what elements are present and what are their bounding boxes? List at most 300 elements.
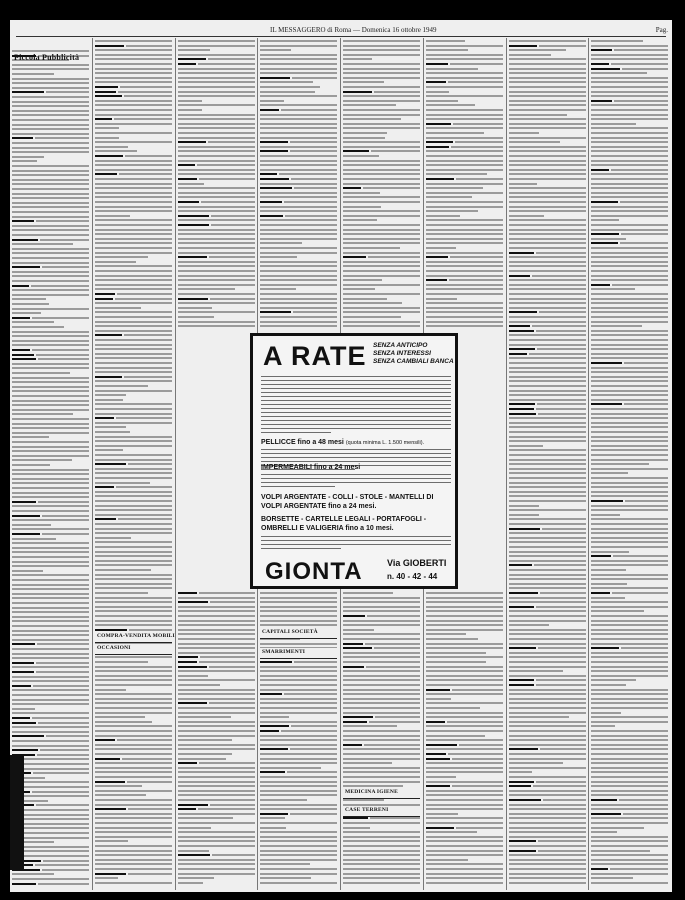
text-line — [260, 169, 337, 171]
text-line — [12, 482, 89, 484]
text-line — [178, 288, 235, 290]
text-line — [95, 196, 172, 198]
text-line — [95, 449, 123, 451]
text-line — [426, 666, 503, 668]
text-line — [260, 109, 279, 111]
text-line — [95, 505, 172, 507]
text-line — [343, 730, 420, 732]
text-line — [509, 702, 586, 704]
text-line — [591, 247, 668, 249]
text-line — [178, 302, 255, 304]
text-line — [95, 804, 172, 806]
text-line — [426, 316, 503, 318]
text-line — [12, 473, 89, 475]
text-line — [591, 252, 668, 254]
text-line — [12, 643, 35, 645]
text-line — [118, 518, 172, 520]
text-line — [426, 620, 503, 622]
text-line — [12, 234, 89, 236]
text-line — [95, 546, 172, 548]
text-line — [591, 40, 643, 42]
text-line — [95, 334, 122, 336]
text-line — [260, 40, 337, 42]
section-title: SMARRIMENTI — [262, 649, 306, 655]
text-line — [95, 790, 172, 792]
text-line — [509, 523, 586, 525]
text-line — [509, 440, 586, 442]
text-line — [509, 564, 532, 566]
text-line — [178, 684, 220, 686]
text-line — [343, 702, 420, 704]
text-line — [426, 288, 503, 290]
text-line — [95, 831, 172, 833]
text-line — [95, 560, 172, 562]
text-line — [260, 275, 337, 277]
text-line — [591, 353, 668, 355]
text-line — [95, 330, 172, 332]
text-line — [591, 459, 668, 461]
text-line — [210, 601, 255, 603]
text-line — [426, 859, 468, 861]
text-line — [178, 601, 208, 603]
text-line — [95, 744, 172, 746]
text-line — [12, 496, 89, 498]
text-line — [260, 863, 310, 865]
text-line — [426, 771, 503, 773]
text-line — [343, 748, 420, 750]
section-rule — [260, 658, 337, 659]
text-line — [426, 716, 503, 718]
text-line — [95, 684, 172, 686]
column-separator — [175, 38, 176, 890]
text-line — [368, 256, 420, 258]
text-line — [12, 441, 89, 443]
ad-offer-note: (quota minima L. 1.500 mensili). — [345, 440, 425, 446]
text-line — [451, 146, 503, 148]
text-line — [509, 491, 586, 493]
text-line — [12, 252, 89, 254]
text-line — [260, 114, 337, 116]
text-line — [620, 201, 668, 203]
column-separator — [92, 38, 93, 890]
text-line — [12, 285, 29, 287]
text-line — [426, 155, 503, 157]
text-line — [95, 311, 172, 313]
text-line — [178, 224, 209, 226]
text-line — [178, 679, 255, 681]
text-line — [426, 196, 472, 198]
text-line — [343, 72, 420, 74]
text-line — [12, 722, 36, 724]
text-line — [426, 753, 446, 755]
text-line — [591, 707, 668, 709]
text-line — [178, 86, 255, 88]
text-line — [178, 794, 255, 796]
text-line — [178, 721, 255, 723]
text-line — [95, 426, 126, 428]
text-line — [178, 845, 255, 847]
text-line — [509, 270, 586, 272]
text-line — [509, 592, 538, 594]
text-line — [260, 735, 337, 737]
text-line — [610, 868, 668, 870]
text-line — [178, 201, 199, 203]
text-line — [178, 40, 255, 42]
text-line — [591, 187, 668, 189]
text-line — [46, 91, 89, 93]
text-line — [509, 836, 586, 838]
text-line — [509, 482, 586, 484]
text-line — [343, 118, 401, 120]
text-line — [509, 316, 586, 318]
text-line — [591, 376, 668, 378]
text-line — [591, 666, 668, 668]
text-line — [12, 469, 89, 471]
text-line — [509, 569, 586, 571]
text-line — [509, 390, 586, 392]
text-line — [95, 587, 172, 589]
ad-text-line — [261, 474, 451, 475]
text-line — [178, 229, 255, 231]
text-line — [426, 321, 503, 323]
text-line — [343, 693, 420, 695]
text-line — [343, 767, 420, 769]
text-line — [95, 206, 172, 208]
text-line — [12, 602, 89, 604]
text-line — [95, 353, 172, 355]
text-line — [426, 45, 503, 47]
text-line — [12, 271, 89, 273]
text-line — [591, 114, 668, 116]
text-line — [591, 477, 668, 479]
text-line — [178, 81, 255, 83]
text-line — [12, 418, 89, 420]
text-line — [509, 371, 586, 373]
text-line — [509, 771, 532, 773]
text-line — [426, 187, 483, 189]
text-line — [426, 293, 503, 295]
text-line — [343, 307, 420, 309]
text-line — [260, 325, 337, 327]
text-line — [12, 446, 89, 448]
text-line — [343, 233, 420, 235]
text-line — [95, 40, 172, 42]
text-line — [95, 58, 172, 60]
text-line — [12, 432, 89, 434]
text-line — [12, 363, 89, 365]
text-line — [95, 578, 172, 580]
text-line — [509, 362, 586, 364]
text-line — [509, 583, 586, 585]
text-line — [260, 712, 337, 714]
text-line — [95, 514, 172, 516]
text-line — [591, 334, 668, 336]
classified-column — [589, 38, 670, 890]
text-line — [591, 270, 668, 272]
text-line — [260, 210, 337, 212]
text-line — [509, 762, 563, 764]
text-line — [12, 147, 89, 149]
text-line — [509, 45, 537, 47]
text-line — [591, 132, 668, 134]
text-line — [260, 183, 337, 185]
text-line — [12, 73, 54, 75]
text-line — [591, 330, 668, 332]
text-line — [95, 146, 128, 148]
text-line — [178, 776, 255, 778]
text-line — [260, 100, 284, 102]
section-title: CAPITALI SOCIETÀ — [262, 629, 318, 635]
text-line — [12, 326, 64, 328]
text-line — [178, 840, 255, 842]
ad-offer — [261, 464, 453, 473]
text-line — [120, 86, 172, 88]
text-line — [426, 238, 503, 240]
text-line — [621, 647, 668, 649]
text-line — [281, 730, 337, 732]
ad-text-line — [261, 544, 451, 545]
text-line — [509, 334, 586, 336]
text-line — [370, 817, 420, 819]
text-line — [260, 160, 337, 162]
text-line — [95, 307, 141, 309]
text-line — [426, 624, 503, 626]
text-line — [95, 707, 172, 709]
text-line — [209, 702, 255, 704]
text-line — [12, 68, 89, 70]
text-line — [95, 845, 172, 847]
text-line — [199, 661, 255, 663]
text-line — [260, 206, 337, 208]
text-line — [509, 252, 534, 254]
text-line — [95, 127, 119, 129]
text-line — [426, 325, 503, 327]
ad-text-line — [261, 388, 451, 389]
text-line — [260, 104, 337, 106]
text-line — [426, 633, 466, 635]
text-line — [260, 146, 337, 148]
section-title: CASE TERRENI — [345, 807, 389, 813]
text-line — [178, 592, 197, 594]
text-line — [591, 155, 668, 157]
text-line — [12, 570, 43, 572]
text-line — [453, 123, 503, 125]
text-line — [426, 141, 453, 143]
text-line — [178, 785, 255, 787]
text-line — [290, 141, 337, 143]
text-line — [591, 610, 644, 612]
text-line — [12, 413, 73, 415]
text-line — [260, 215, 283, 217]
text-line — [343, 744, 362, 746]
ad-tagline — [373, 342, 454, 366]
text-line — [37, 643, 89, 645]
text-line — [509, 58, 586, 60]
text-line — [591, 311, 668, 313]
text-line — [343, 698, 420, 700]
text-line — [197, 164, 255, 166]
text-line — [591, 762, 668, 764]
text-line — [614, 49, 668, 51]
text-line — [509, 81, 586, 83]
text-line — [509, 164, 586, 166]
text-line — [591, 380, 668, 382]
text-line — [95, 523, 172, 525]
text-line — [95, 86, 118, 88]
text-line — [40, 749, 89, 751]
text-line — [260, 219, 337, 221]
text-line — [509, 261, 586, 263]
text-line — [260, 854, 337, 856]
text-line — [95, 702, 172, 704]
text-line — [343, 40, 420, 42]
text-line — [509, 169, 586, 171]
text-line — [426, 794, 503, 796]
text-line — [509, 265, 586, 267]
text-line — [343, 201, 420, 203]
text-line — [343, 689, 420, 691]
text-line — [426, 192, 503, 194]
text-line — [95, 63, 172, 65]
text-line — [178, 656, 198, 658]
text-line — [452, 785, 503, 787]
text-line — [450, 256, 503, 258]
text-line — [12, 216, 89, 218]
text-line — [178, 698, 255, 700]
text-line — [426, 114, 503, 116]
text-line — [426, 850, 503, 852]
text-line — [12, 735, 44, 737]
text-line — [127, 781, 172, 783]
text-line — [178, 813, 255, 815]
text-line — [12, 206, 89, 208]
text-line — [12, 689, 89, 691]
text-line — [260, 132, 337, 134]
text-line — [591, 137, 668, 139]
text-line — [12, 294, 89, 296]
text-line — [36, 671, 89, 673]
text-line — [178, 91, 255, 93]
text-line — [36, 354, 89, 356]
text-line — [542, 528, 586, 530]
text-line — [12, 303, 49, 305]
text-line — [178, 247, 255, 249]
text-line — [12, 519, 89, 521]
text-line — [509, 721, 586, 723]
text-line — [260, 95, 337, 97]
text-line — [95, 629, 127, 631]
text-line — [95, 817, 172, 819]
text-line — [343, 707, 420, 709]
text-line — [343, 868, 420, 870]
text-line — [95, 620, 172, 622]
text-line — [95, 403, 172, 405]
text-line — [95, 192, 172, 194]
text-line — [178, 643, 255, 645]
text-line — [260, 661, 292, 663]
text-line — [260, 785, 337, 787]
text-line — [12, 331, 89, 333]
text-line — [343, 58, 372, 60]
text-line — [95, 233, 172, 235]
text-line — [178, 854, 210, 856]
text-line — [426, 270, 503, 272]
text-line — [38, 722, 89, 724]
ad-text-line — [261, 380, 451, 381]
text-line — [343, 712, 420, 714]
text-line — [343, 817, 368, 819]
text-line — [178, 261, 255, 263]
text-line — [509, 187, 586, 189]
text-line — [178, 620, 255, 622]
text-line — [509, 288, 586, 290]
text-line — [509, 877, 586, 879]
text-line — [591, 86, 668, 88]
text-line — [12, 400, 89, 402]
text-line — [285, 215, 337, 217]
text-line — [343, 293, 420, 295]
text-line — [95, 288, 172, 290]
text-line — [509, 666, 586, 668]
text-line — [12, 680, 89, 682]
text-line — [32, 317, 89, 319]
text-line — [509, 868, 586, 870]
text-line — [591, 215, 668, 217]
text-line — [260, 597, 337, 599]
text-line — [343, 169, 420, 171]
text-line — [38, 883, 89, 885]
text-line — [201, 201, 255, 203]
text-line — [426, 684, 503, 686]
section-rule — [95, 654, 172, 655]
text-line — [591, 790, 668, 792]
text-line — [426, 767, 503, 769]
text-line — [509, 725, 586, 727]
text-line — [95, 45, 124, 47]
text-line — [178, 597, 255, 599]
text-line — [509, 86, 586, 88]
text-line — [591, 574, 668, 576]
text-line — [260, 49, 291, 51]
text-line — [509, 647, 536, 649]
text-line — [509, 279, 586, 281]
text-line — [284, 693, 337, 695]
text-line — [95, 693, 172, 695]
text-line — [591, 279, 668, 281]
text-line — [426, 169, 503, 171]
text-line — [199, 178, 255, 180]
text-line — [591, 702, 668, 704]
text-line — [260, 606, 337, 608]
text-line — [42, 515, 89, 517]
text-line — [509, 541, 586, 543]
text-line — [509, 399, 586, 401]
text-line — [343, 633, 420, 635]
text-line — [178, 739, 232, 741]
text-line — [509, 597, 586, 599]
text-line — [178, 104, 255, 106]
text-line — [343, 127, 420, 129]
text-line — [95, 528, 172, 530]
text-line — [124, 95, 172, 97]
text-line — [343, 215, 420, 217]
text-line — [95, 509, 172, 511]
text-line — [178, 606, 255, 608]
text-line — [178, 873, 255, 875]
text-line — [260, 196, 337, 198]
text-line — [426, 146, 449, 148]
text-line — [292, 77, 337, 79]
